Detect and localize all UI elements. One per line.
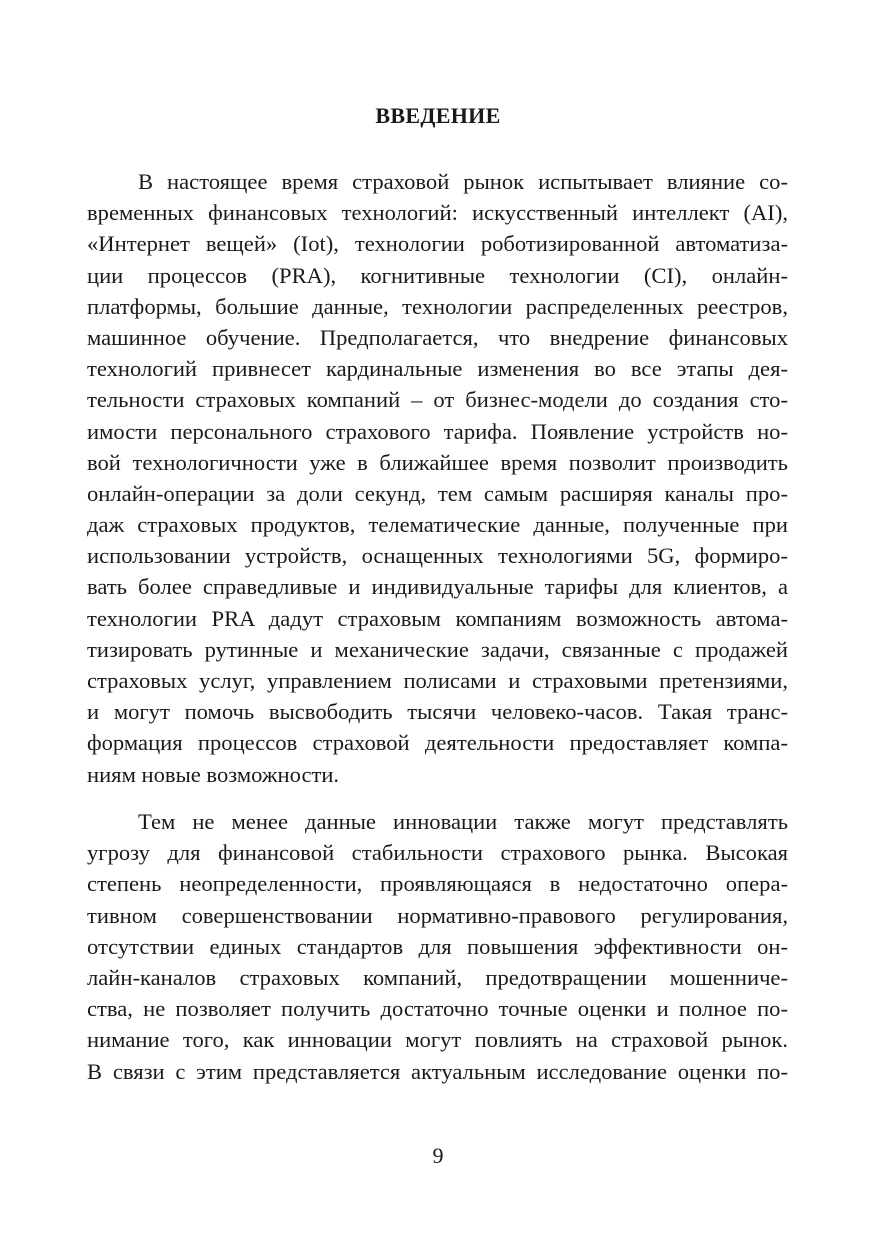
- text-line: угрозу для финансовой стабильности страхового рынка. Высокая: [87, 840, 788, 866]
- paragraph-intro: [87, 166, 788, 790]
- text-line: технологии PRA дадут страховым компаниям возможность автома-: [87, 605, 788, 631]
- text-line: В связи с этим представляется актуальным исследование оценки по-: [87, 1058, 788, 1084]
- text-line: и могут помочь высвободить тысячи человеко-часов. Такая транс-: [87, 699, 788, 725]
- text-line: вать более справедливые и индивидуальные тарифы для клиентов, а: [87, 574, 788, 600]
- text-line: ции процессов (PRA), когнитивные технологии (CI), онлайн-: [87, 262, 788, 288]
- text-line: ства, не позволяет получить достаточно точные оценки и полное по-: [87, 996, 788, 1022]
- text-line: Тем не менее данные инновации также могут представлять: [138, 809, 788, 834]
- text-line: онлайн-операции за доли секунд, тем самым расширяя каналы про-: [87, 480, 788, 506]
- text-line: отсутствии единых стандартов для повышения эффективности он-: [87, 933, 788, 959]
- text-line: даж страховых продуктов, телематические данные, полученные при: [87, 512, 788, 538]
- text-line: В настоящее время страховой рынок испытывает влияние со-: [138, 169, 788, 194]
- text-line: степень неопределенности, проявляющаяся в недостаточно опера-: [87, 871, 788, 897]
- text-line: временных финансовых технологий: искусственный интеллект (AI),: [87, 200, 788, 226]
- text-line: лайн-каналов страховых компаний, предотвращении мошенниче-: [87, 964, 788, 990]
- text-line: тивном совершенствовании нормативно-правового регулирования,: [87, 902, 788, 928]
- text-line: тельности страховых компаний – от бизнес-модели до создания сто-: [87, 387, 788, 413]
- text-line: машинное обучение. Предполагается, что внедрение финансовых: [87, 324, 788, 350]
- text-line: вой технологичности уже в ближайшее время позволит производить: [87, 449, 788, 475]
- text-line: нимание того, как инновации могут повлиять на страховой рынок.: [87, 1027, 788, 1053]
- page-number: 9: [432, 1143, 444, 1168]
- text-line: страховых услуг, управлением полисами и страховыми претензиями,: [87, 668, 788, 693]
- text-line: имости персонального страхового тарифа. Появление устройств но-: [87, 418, 788, 444]
- text-line: формация процессов страховой деятельности предоставляет компа-: [87, 730, 788, 756]
- text-line: тизировать рутинные и механические задачи, связанные с продажей: [87, 636, 788, 662]
- text-line: технологий привнесет кардинальные изменения во все этапы дея-: [87, 356, 788, 382]
- text-line: ниям новые возможности.: [87, 761, 340, 787]
- text-line: платформы, большие данные, технологии распределенных реестров,: [87, 293, 788, 319]
- paragraph-threats: [87, 806, 788, 1087]
- text-line: использовании устройств, оснащенных технологиями 5G, формиро-: [87, 543, 788, 569]
- text-line: «Интернет вещей» (Iot), технологии роботизированной автоматиза-: [87, 231, 788, 257]
- section-heading: ВВЕДЕНИЕ: [375, 103, 501, 128]
